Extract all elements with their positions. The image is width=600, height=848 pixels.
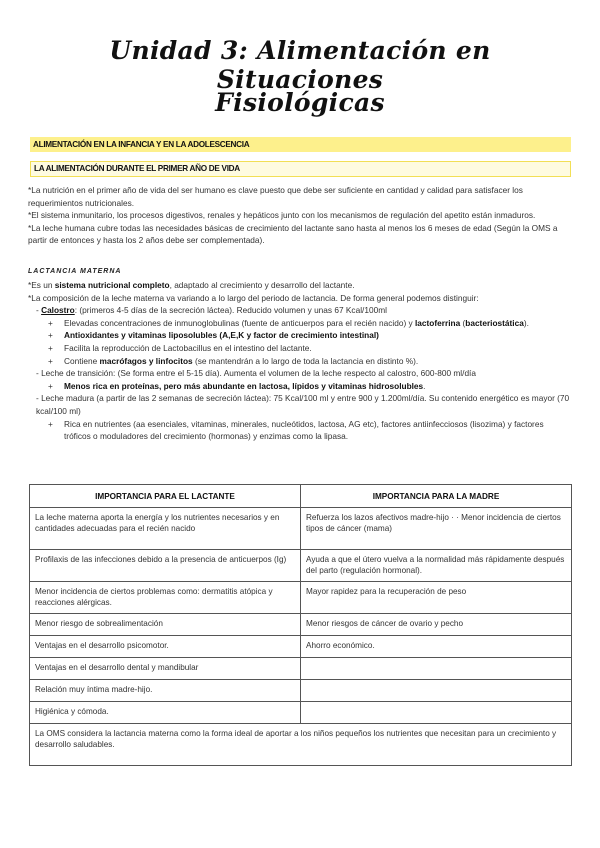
calostro-bullet: + Contiene macrófagos y linfocitos (se mantendrán a lo largo de toda la lactancia en distinto %). — [48, 355, 419, 366]
table-cell: Higiénica y cómoda. — [30, 702, 301, 724]
table-cell — [301, 680, 572, 702]
table-cell: Ayuda a que el útero vuelva a la normalidad más rápidamente después del parto (regulación hormonal). — [301, 550, 572, 582]
table-cell: Ventajas en el desarrollo dental y mandibular — [30, 658, 301, 680]
table-header-row — [30, 485, 572, 508]
table-row — [30, 508, 572, 550]
table-cell: Menor incidencia de ciertos problemas como: dermatitis atópica y reacciones alérgicas. — [30, 582, 301, 614]
table-cell: La leche materna aporta la energía y los nutrientes necesarios y en cantidades adecuadas para el recién nacido — [30, 508, 301, 550]
lactancia-line: *La composición de la leche materna va variando a lo largo del periodo de lactancia. De forma general podemos distinguir: — [28, 292, 479, 303]
page-title-continued: Fisiológicas — [215, 88, 385, 117]
calostro-bullet: + Facilita la reproducción de Lactobacillus en el intestino del lactante. — [48, 342, 312, 353]
intro-paragraphs — [28, 184, 572, 247]
table-cell — [301, 702, 572, 724]
table-row — [30, 614, 572, 636]
table-footer-row — [30, 724, 572, 766]
lactancia-line: *Es un sistema nutricional completo, adaptado al crecimiento y desarrollo del lactante. — [28, 280, 355, 290]
table-cell: Mayor rapidez para la recuperación de peso — [301, 582, 572, 614]
table-cell: Menor riesgo de sobrealimentación — [30, 614, 301, 636]
table-cell: Relación muy íntima madre-hijo. — [30, 680, 301, 702]
table-row — [30, 550, 572, 582]
table-footer-cell: La OMS considera la lactancia materna como la forma ideal de aportar a los niños pequeños los nutrientes que necesitan para un crecimiento y desarrollo saludables. — [30, 724, 572, 766]
section-banner: ALIMENTACIÓN EN LA INFANCIA Y EN LA ADOLESCENCIA — [30, 137, 571, 152]
calostro-bullet: + Antioxidantes y vitaminas liposolubles (A,E,K y factor de crecimiento intestinal) — [48, 330, 379, 341]
table-header: IMPORTANCIA PARA EL LACTANTE — [30, 485, 301, 508]
page-title: Unidad 3: Alimentación en Situaciones — [109, 36, 491, 94]
table-row — [30, 702, 572, 724]
table-row — [30, 582, 572, 614]
intro-paragraph: *La leche humana cubre todas las necesidades básicas de crecimiento del lactante sano hasta al menos los 6 meses de edad (Según la OMS a partir de entonces y hasta los 2 años debe ser complementada). — [28, 222, 558, 246]
table-cell: Menor riesgos de cáncer de ovario y pecho — [301, 614, 572, 636]
table-cell: Refuerza los lazos afectivos madre-hijo · · Menor incidencia de ciertos tipos de cáncer (mama) — [301, 508, 572, 550]
madura-bullet: + Rica en nutrientes (aa esenciales, vitaminas, minerales, nucleótidos, lactosa, AG etc), factores antiinfecciosos (lisozima) y factores tróficos o moduladores del crecimiento (hormonas) y enzimas como la lipasa. — [48, 418, 544, 442]
table-row — [30, 680, 572, 702]
table-row — [30, 636, 572, 658]
calostro-bullet: + Elevadas concentraciones de inmunoglobulinas (fuente de anticuerpos para el recién nacido) y lactoferrina (bacteriostática). — [48, 317, 529, 328]
importance-table — [29, 484, 572, 766]
calostro-line: - Calostro: (primeros 4-5 días de la secreción láctea). Reducido volumen y unas 67 Kcal/100ml — [36, 305, 387, 316]
table-row — [30, 658, 572, 680]
table-cell: Ventajas en el desarrollo psicomotor. — [30, 636, 301, 658]
transicion-bullet: + Menos rica en proteínas, pero más abundante en lactosa, lípidos y vitaminas hidrosolubles. — [48, 380, 426, 391]
intro-paragraph: *El sistema inmunitario, los procesos digestivos, renales y hepáticos junto con los mecanismos de regulación del apetito están inmaduros. — [28, 210, 536, 221]
table-cell: Profilaxis de las infecciones debido a la presencia de anticuerpos (Ig) — [30, 550, 301, 582]
table-cell: Ahorro económico. — [301, 636, 572, 658]
table-cell — [301, 658, 572, 680]
intro-paragraph: *La nutrición en el primer año de vida del ser humano es clave puesto que debe ser suficiente en cantidad y calidad para satisfacer los requerimientos nutricionales. — [28, 185, 523, 208]
lactancia-section — [28, 279, 572, 443]
madura-line: - Leche madura (a partir de las 2 semanas de secreción láctea): 75 Kcal/100 ml y entre 900 y 1.200ml/día. Su contenido energético es mayor (70 kcal/100 ml) — [36, 393, 570, 416]
transicion-line: - Leche de transición: (Se forma entre el 5-15 día). Aumenta el volumen de la leche respecto al calostro, 600-800 ml/día — [36, 368, 476, 379]
table-header: IMPORTANCIA PARA LA MADRE — [301, 485, 572, 508]
lactancia-heading: LACTANCIA MATERNA — [28, 268, 122, 275]
subsection-banner: LA ALIMENTACIÓN DURANTE EL PRIMER AÑO DE VIDA — [30, 161, 571, 177]
